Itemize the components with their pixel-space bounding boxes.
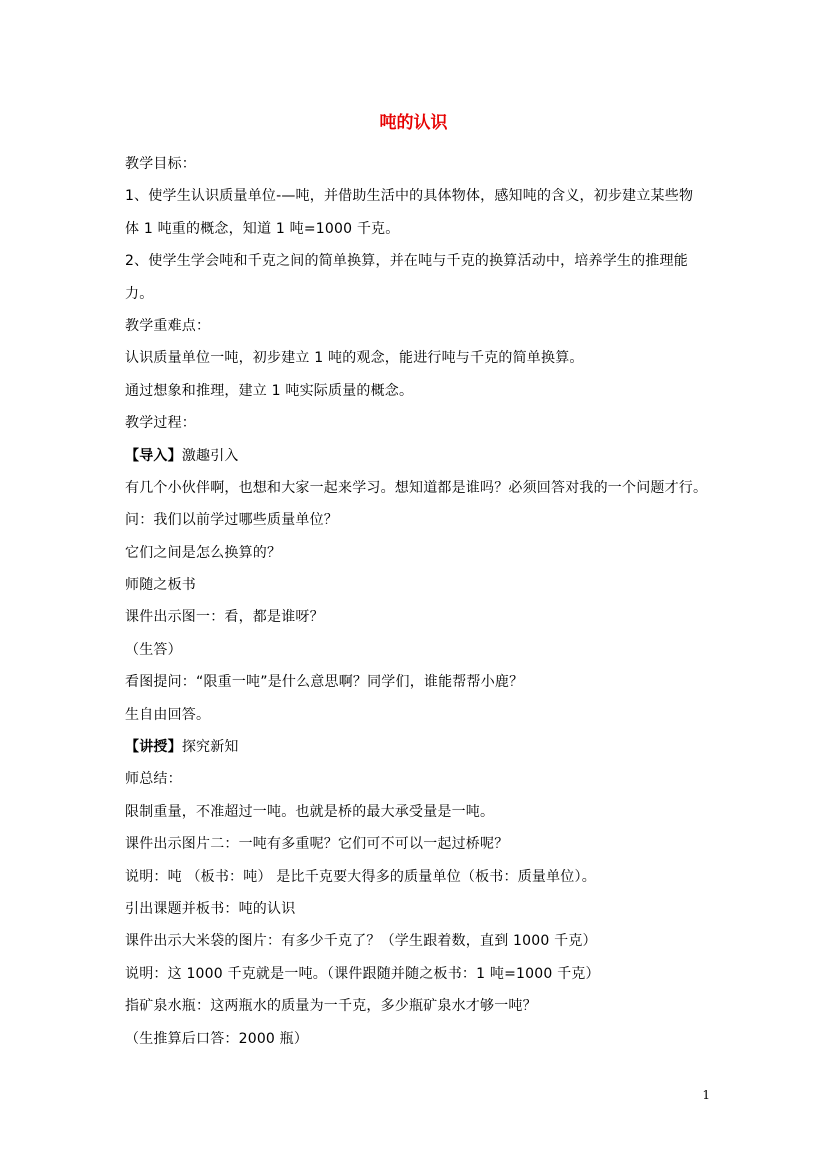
heading-process: 教学过程： — [125, 415, 196, 432]
heading-objectives: 教学目标： — [125, 156, 196, 172]
page-number: 1 — [702, 1088, 710, 1102]
objective-2-line-1: 2、使学生学会吨和千克之间的简单换算，并在吨与千克的换算活动中，培养学生的推理能 — [125, 253, 688, 270]
paragraph: 有几个小伙伴啊，也想和大家一起来学习。想知道都是谁吗？必须回答对我的一个问题才行。 — [125, 479, 708, 496]
objective-1-line-2: 体 1 吨重的概念，知道 1 吨=1000 千克。 — [125, 220, 400, 237]
section-teaching-heading: 【讲授】探究新知 — [125, 739, 239, 756]
document-title: 吨的认识 — [379, 113, 448, 133]
section-intro-heading: 【导入】激趣引入 — [125, 447, 239, 464]
key-point-2: 通过想象和推理，建立 1 吨实际质量的概念。 — [125, 382, 414, 399]
document-body — [125, 148, 708, 1055]
paragraph: 课件出示图片二：一吨有多重呢？它们可不可以一起过桥呢？ — [125, 836, 509, 853]
paragraph: 引出课题并板书：吨的认识 — [125, 900, 296, 917]
paragraph: 师总结： — [125, 771, 182, 788]
paragraph: 生自由回答。 — [125, 706, 211, 723]
paragraph: 课件出示图一：看，都是谁呀？ — [125, 609, 324, 626]
objective-2-line-2: 力。 — [125, 285, 154, 302]
paragraph: 师随之板书 — [125, 577, 196, 594]
paragraph: 它们之间是怎么换算的？ — [125, 544, 282, 561]
section-marker: 【讲授】 — [125, 739, 182, 756]
paragraph: 说明：这 1000 千克就是一吨。（课件跟随并随之板书：1 吨=1000 千克） — [125, 965, 600, 982]
paragraph: （生答） — [125, 641, 182, 658]
paragraph: 课件出示大米袋的图片：有多少千克了？（学生跟着数，直到 1000 千克） — [125, 933, 597, 950]
objective-1-line-1: 1、使学生认识质量单位-—吨，并借助生活中的具体物体，感知吨的含义，初步建立某些物 — [125, 188, 694, 205]
section-marker: 【导入】 — [125, 447, 182, 464]
paragraph: （生推算后口答：2000 瓶） — [125, 1030, 309, 1047]
paragraph: 限制重量，不准超过一吨。也就是桥的最大承受量是一吨。 — [125, 803, 495, 820]
heading-key-points: 教学重难点： — [125, 317, 211, 334]
key-point-1: 认识质量单位一吨，初步建立 1 吨的观念，能进行吨与千克的简单换算。 — [125, 350, 584, 367]
paragraph: 看图提问：“限重一吨”是什么意思啊？同学们，谁能帮帮小鹿？ — [125, 674, 524, 691]
paragraph: 说明：吨 （板书：吨） 是比千克要大得多的质量单位（板书：质量单位）。 — [125, 868, 596, 885]
paragraph: 指矿泉水瓶：这两瓶水的质量为一千克，多少瓶矿泉水才够一吨？ — [125, 998, 537, 1015]
paragraph: 问：我们以前学过哪些质量单位？ — [125, 512, 338, 529]
